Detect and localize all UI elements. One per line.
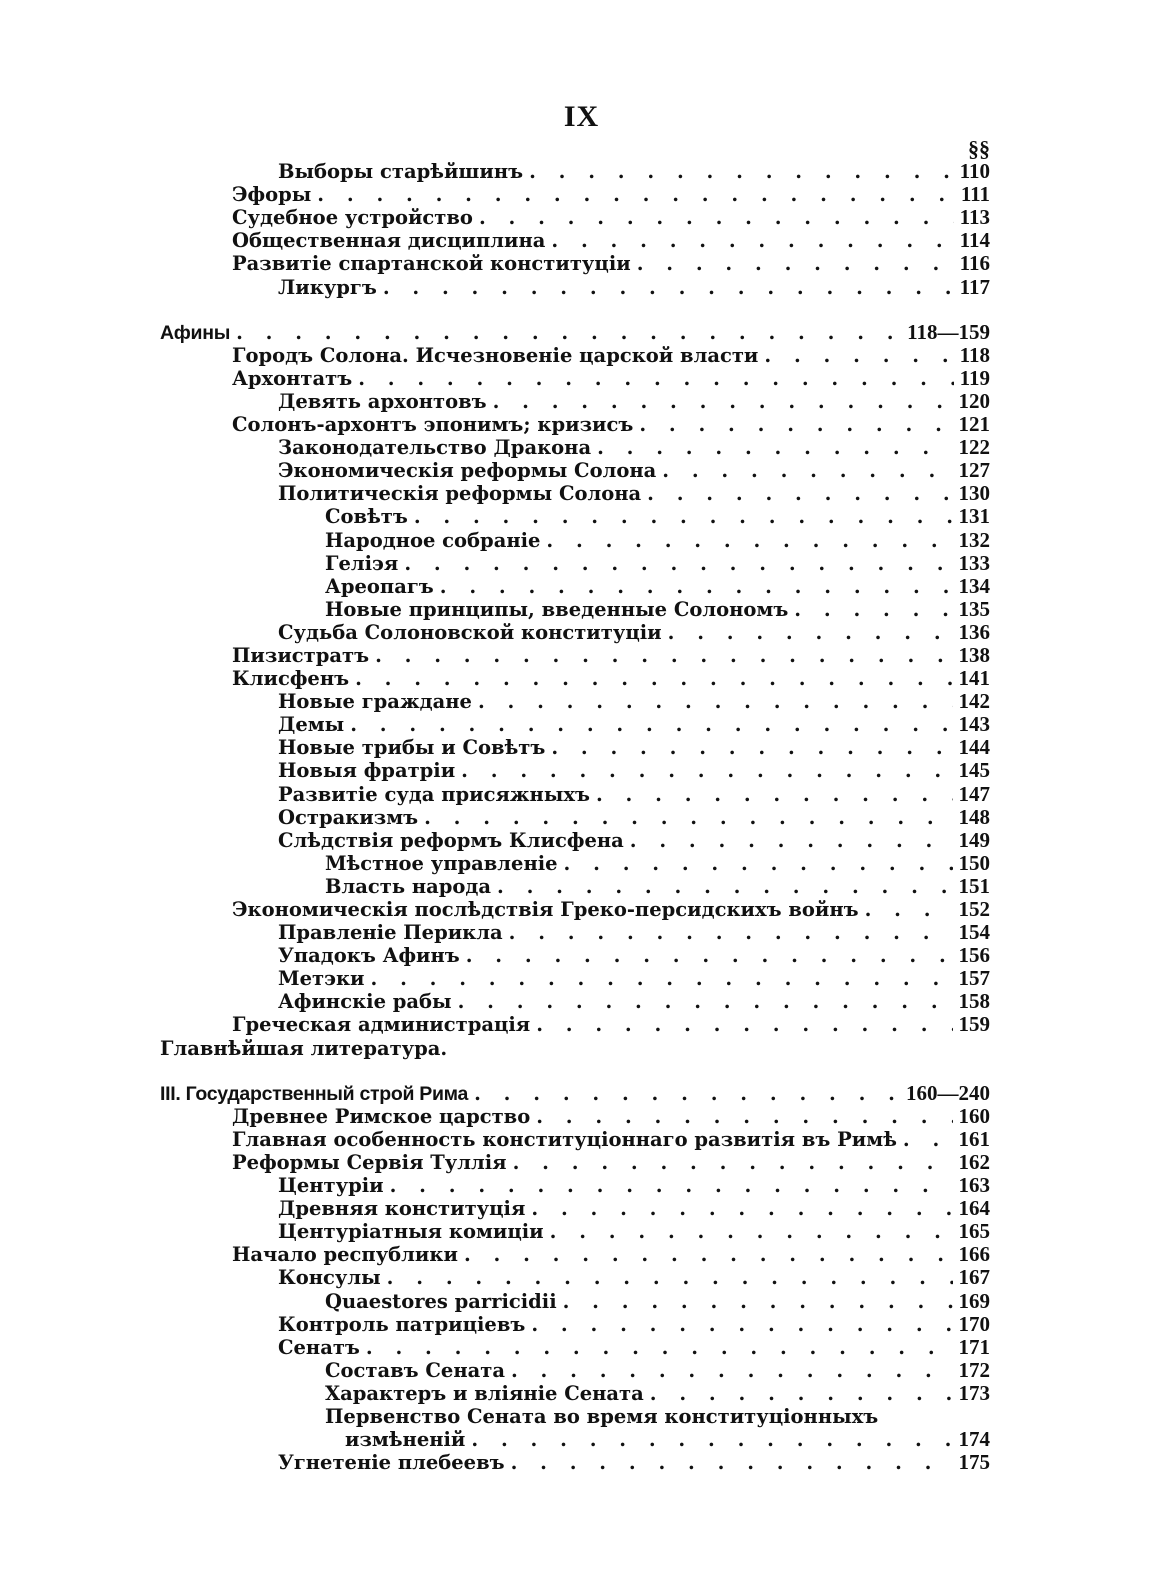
- toc-entry: [160, 644, 990, 667]
- dot-leader: [597, 436, 952, 459]
- dot-leader: [668, 621, 953, 644]
- toc-entry-page: 165: [958, 1219, 990, 1244]
- toc-entry: [160, 759, 990, 782]
- dot-leader: [536, 1105, 952, 1128]
- toc-entry: [160, 967, 990, 990]
- dot-leader: [637, 252, 954, 275]
- toc-entry-page: 122: [958, 435, 990, 460]
- dot-leader: [358, 367, 953, 390]
- athens-entries: [160, 344, 990, 1037]
- dot-leader: [493, 390, 953, 413]
- dot-leader: [536, 1013, 952, 1036]
- toc-entry: [160, 505, 990, 528]
- dot-leader: [371, 967, 953, 990]
- toc-entry: [160, 1197, 990, 1220]
- toc-entry: [160, 1359, 990, 1382]
- spacer: [160, 299, 990, 321]
- dot-leader: [551, 736, 952, 759]
- toc-entry-page: 154: [958, 920, 990, 945]
- toc-entry-page: 110: [959, 159, 990, 184]
- toc-entry: [160, 783, 990, 806]
- toc-entry-page: 152: [958, 897, 990, 921]
- toc-entry-page: 111: [960, 182, 990, 207]
- toc-entry-page: 135: [958, 596, 990, 621]
- dot-leader: [458, 990, 953, 1013]
- toc-entry-page: 167: [958, 1265, 990, 1290]
- toc-entry-long-page: 174: [958, 1427, 990, 1452]
- dot-leader: [497, 875, 952, 898]
- toc-entry: [160, 1266, 990, 1289]
- toc-entry-page: 151: [958, 873, 990, 898]
- toc-entry: [160, 806, 990, 829]
- toc-entry-title: Архонтатъ: [232, 366, 353, 390]
- toc-entry-page: 161: [958, 1126, 990, 1151]
- toc-entry-title: Городъ Солона. Исчезновеніе царской власти: [232, 343, 759, 367]
- toc-entry-title: Совѣтъ: [325, 505, 408, 529]
- toc-entry: [160, 276, 990, 299]
- toc-entry-title: Характеръ и вліяніе Сената: [325, 1381, 644, 1405]
- toc-entry-title: Законодательство Дракона: [278, 436, 592, 460]
- rome-heading: [160, 1082, 990, 1105]
- dot-leader: [383, 276, 954, 299]
- dot-leader: [387, 1266, 953, 1289]
- dot-leader: [317, 183, 955, 206]
- dot-leader: [355, 667, 952, 690]
- toc-entry: [160, 690, 990, 713]
- dot-leader: [563, 1290, 953, 1313]
- toc-entry-last-page: 175: [958, 1450, 990, 1475]
- toc-entry-title: Развитіе суда присяжныхъ: [278, 782, 590, 806]
- rome-heading-pages: 160—240: [906, 1080, 990, 1105]
- toc-entry-page: 144: [958, 735, 990, 760]
- toc-entry-title: Пизистратъ: [232, 643, 370, 667]
- toc-entry-title: Центуріатныя комиціи: [278, 1220, 544, 1244]
- dot-leader: [461, 759, 952, 782]
- dot-leader: [647, 482, 952, 505]
- toc-entry-page: 113: [959, 205, 990, 230]
- toc-entry-page: 163: [958, 1173, 990, 1198]
- literature-line: [160, 1037, 990, 1060]
- toc-entry-title: Quaestores parricidii: [325, 1289, 557, 1313]
- toc-entry-page: 142: [958, 689, 990, 714]
- dot-leader: [513, 1151, 953, 1174]
- toc-entry-title: Солонъ-архонтъ эпонимъ; кризисъ: [232, 413, 634, 437]
- dot-leader: [404, 552, 952, 575]
- dot-leader: [424, 806, 952, 829]
- toc-entry-page: 170: [958, 1311, 990, 1336]
- toc-entry-page: 162: [958, 1149, 990, 1174]
- toc-entry-title: Экономическія реформы Солона: [278, 459, 657, 483]
- dot-leader: [366, 1336, 953, 1359]
- dot-leader: [865, 898, 953, 921]
- toc-entry-title: Народное собраніе: [325, 528, 541, 552]
- toc-entry-page: 149: [958, 827, 990, 852]
- dot-leader: [639, 413, 952, 436]
- toc-entry-title: Судебное устройство: [232, 206, 473, 230]
- dot-leader: [471, 1428, 952, 1451]
- toc-entry-title: Древняя конституція: [278, 1197, 526, 1221]
- toc-entry: [160, 1290, 990, 1313]
- athens-heading: [160, 321, 990, 344]
- toc-entry-page: 118: [959, 342, 990, 367]
- dot-leader: [478, 690, 953, 713]
- toc-entry-title: Упадокъ Афинъ: [278, 944, 460, 968]
- toc-entry-title: Греческая администрація: [232, 1013, 531, 1037]
- dot-leader: [236, 321, 901, 344]
- toc-entry-page: 132: [958, 527, 990, 552]
- toc-entry-page: 117: [959, 274, 990, 299]
- toc-entry-title: Геліэя: [325, 551, 399, 575]
- dot-leader: [794, 598, 952, 621]
- toc-entry: [160, 160, 990, 183]
- toc-entry-title: Мѣстное управленіе: [325, 851, 558, 875]
- toc-entry-title: Слѣдствія реформъ Клисфена: [278, 828, 624, 852]
- dot-leader: [414, 505, 953, 528]
- toc-entry-title: Власть народа: [325, 874, 492, 898]
- toc-entry-title: Развитіе спартанской конституціи: [232, 252, 631, 276]
- toc-entry: [160, 482, 990, 505]
- toc-entry-title: Реформы Сервія Туллія: [232, 1150, 507, 1174]
- toc-entry-title: Остракизмъ: [278, 805, 419, 829]
- toc-entry-title: Общественная дисциплина: [232, 229, 546, 253]
- toc-entry-title: Афинскіе рабы: [278, 990, 452, 1014]
- dot-leader: [390, 1174, 953, 1197]
- toc-entry-title: Начало республики: [232, 1243, 458, 1267]
- toc-entry: [160, 1220, 990, 1243]
- toc-entry-page: 150: [958, 850, 990, 875]
- toc-entry: [160, 1336, 990, 1359]
- dot-leader: [662, 459, 952, 482]
- table-of-contents: [160, 137, 990, 1474]
- toc-entry-page: 119: [959, 365, 990, 390]
- dot-leader: [529, 160, 954, 183]
- toc-entry-page: 169: [958, 1288, 990, 1313]
- toc-entry: [160, 852, 990, 875]
- toc-entry-page: 114: [959, 228, 990, 253]
- toc-entry-title: Центуріи: [278, 1174, 384, 1198]
- toc-entry-page: 133: [958, 550, 990, 575]
- toc-entry: [160, 713, 990, 736]
- toc-entry-title: Составъ Сената: [325, 1358, 505, 1382]
- toc-entry-long-line1: [160, 1405, 990, 1428]
- toc-entry: [160, 990, 990, 1013]
- spacer: [160, 1060, 990, 1082]
- toc-entry: [160, 1013, 990, 1036]
- section-mark: §§: [968, 136, 990, 161]
- toc-entry-title: Консулы: [278, 1266, 381, 1290]
- dot-leader: [630, 829, 953, 852]
- dot-leader: [350, 713, 952, 736]
- rome-heading-title: III. Государственный строй Рима: [160, 1082, 469, 1105]
- toc-entry-title: Судьба Солоновской конституціи: [278, 620, 662, 644]
- toc-entry: [160, 1105, 990, 1128]
- toc-entry-page: 159: [958, 1012, 990, 1037]
- toc-entry-page: 164: [958, 1196, 990, 1221]
- dot-leader: [511, 1451, 953, 1474]
- toc-entry: [160, 552, 990, 575]
- toc-entry-page: 172: [958, 1357, 990, 1382]
- toc-entry: [160, 252, 990, 275]
- toc-entry: [160, 1243, 990, 1266]
- toc-entry: [160, 921, 990, 944]
- toc-entry: [160, 344, 990, 367]
- toc-entry: [160, 598, 990, 621]
- dot-leader: [479, 206, 954, 229]
- toc-entry: [160, 875, 990, 898]
- toc-entry: [160, 1128, 990, 1151]
- page-number: IX: [563, 100, 600, 133]
- toc-entry-title: Метэки: [278, 967, 365, 991]
- toc-entry: [160, 1313, 990, 1336]
- rome-entries: [160, 1105, 990, 1405]
- toc-entry: [160, 667, 990, 690]
- toc-entry-page: 158: [958, 989, 990, 1014]
- toc-entry-title: Эфоры: [232, 183, 312, 207]
- toc-entry-page: 156: [958, 943, 990, 968]
- toc-entry: [160, 229, 990, 252]
- toc-entry: [160, 575, 990, 598]
- toc-entry-title: Контроль патриціевъ: [278, 1312, 526, 1336]
- toc-entry-page: 131: [958, 504, 990, 529]
- toc-entry-long-title2: измѣненій: [345, 1428, 466, 1452]
- toc-entry-title: Политическія реформы Солона: [278, 482, 642, 506]
- toc-entry-page: 136: [958, 619, 990, 644]
- dot-leader: [474, 1082, 900, 1105]
- toc-entry-title: Ареопагъ: [325, 574, 434, 598]
- toc-entry: [160, 898, 990, 921]
- dot-leader: [511, 1359, 953, 1382]
- toc-entry: [160, 529, 990, 552]
- dot-leader: [564, 852, 953, 875]
- toc-entry-page: 141: [958, 666, 990, 691]
- toc-entry: [160, 367, 990, 390]
- toc-entry-title: Древнее Римское царство: [232, 1104, 531, 1128]
- toc-entry-page: 145: [958, 758, 990, 783]
- toc-entry: [160, 1174, 990, 1197]
- dot-leader: [551, 229, 953, 252]
- toc-entry: [160, 183, 990, 206]
- toc-entry: [160, 390, 990, 413]
- dot-leader: [546, 529, 952, 552]
- toc-entry-long-title1: Первенство Сената во время конституціонныхъ: [325, 1404, 879, 1428]
- dot-leader: [903, 1128, 953, 1151]
- toc-entry: [160, 436, 990, 459]
- dot-leader: [596, 783, 953, 806]
- toc-entry-page: 138: [958, 642, 990, 667]
- dot-leader: [440, 575, 953, 598]
- toc-entry-long-line2: [160, 1428, 990, 1451]
- toc-entry-title: Клисфенъ: [232, 667, 350, 691]
- toc-entry-title: Демы: [278, 713, 345, 737]
- toc-entry-title: Девять архонтовъ: [278, 389, 487, 413]
- literature-text: Главнѣйшая литература.: [160, 1036, 448, 1060]
- toc-entry-page: 147: [958, 781, 990, 806]
- dot-leader: [531, 1313, 952, 1336]
- toc-entry-page: 116: [959, 251, 990, 276]
- toc-entry-page: 173: [958, 1380, 990, 1405]
- toc-entry-page: 121: [958, 412, 990, 437]
- toc-entry-title: Правленіе Перикла: [278, 921, 503, 945]
- toc-entry-title: Главная особенность конституціоннаго развитія въ Римѣ: [232, 1127, 897, 1151]
- toc-entry-title: Новые принципы, введенные Солономъ: [325, 597, 789, 621]
- athens-heading-title: Афины: [160, 321, 231, 344]
- dot-leader: [650, 1382, 953, 1405]
- toc-entry-title: Новые трибы и Совѣтъ: [278, 736, 546, 760]
- toc-entry-title: Экономическія послѣдствія Греко-персидскихъ войнъ: [232, 898, 859, 921]
- toc-entry-title: Новые граждане: [278, 690, 472, 714]
- toc-entry: [160, 621, 990, 644]
- athens-heading-pages: 118—159: [907, 319, 990, 344]
- toc-entry-page: 166: [958, 1242, 990, 1267]
- toc-entry-last-title: Угнетеніе плебеевъ: [278, 1451, 505, 1475]
- dot-leader: [550, 1220, 953, 1243]
- toc-entry: [160, 413, 990, 436]
- toc-entry-title: Сенатъ: [278, 1335, 360, 1359]
- toc-entry-title: Выборы старѣйшинъ: [278, 160, 524, 184]
- dot-leader: [764, 344, 953, 367]
- toc-entry: [160, 1382, 990, 1405]
- toc-entry-title: Ликургъ: [278, 275, 377, 299]
- dot-leader: [466, 944, 953, 967]
- toc-entry-page: 157: [958, 966, 990, 991]
- toc-entry-page: 130: [958, 481, 990, 506]
- toc-entry: [160, 829, 990, 852]
- sparta-entries: [160, 160, 990, 299]
- toc-entry-page: 127: [958, 458, 990, 483]
- dot-leader: [464, 1243, 953, 1266]
- dot-leader: [509, 921, 953, 944]
- toc-entry-last: [160, 1451, 990, 1474]
- dot-leader: [375, 644, 952, 667]
- toc-entry: [160, 459, 990, 482]
- toc-entry: [160, 206, 990, 229]
- toc-entry: [160, 1151, 990, 1174]
- toc-entry-page: 160: [958, 1103, 990, 1128]
- toc-entry-page: 120: [958, 388, 990, 413]
- toc-entry-title: Новыя фратріи: [278, 759, 456, 783]
- toc-entry-page: 148: [958, 804, 990, 829]
- toc-entry-page: 143: [958, 712, 990, 737]
- toc-entry-page: 134: [958, 573, 990, 598]
- toc-entry: [160, 736, 990, 759]
- dot-leader: [531, 1197, 952, 1220]
- toc-entry: [160, 944, 990, 967]
- toc-entry-page: 171: [958, 1334, 990, 1359]
